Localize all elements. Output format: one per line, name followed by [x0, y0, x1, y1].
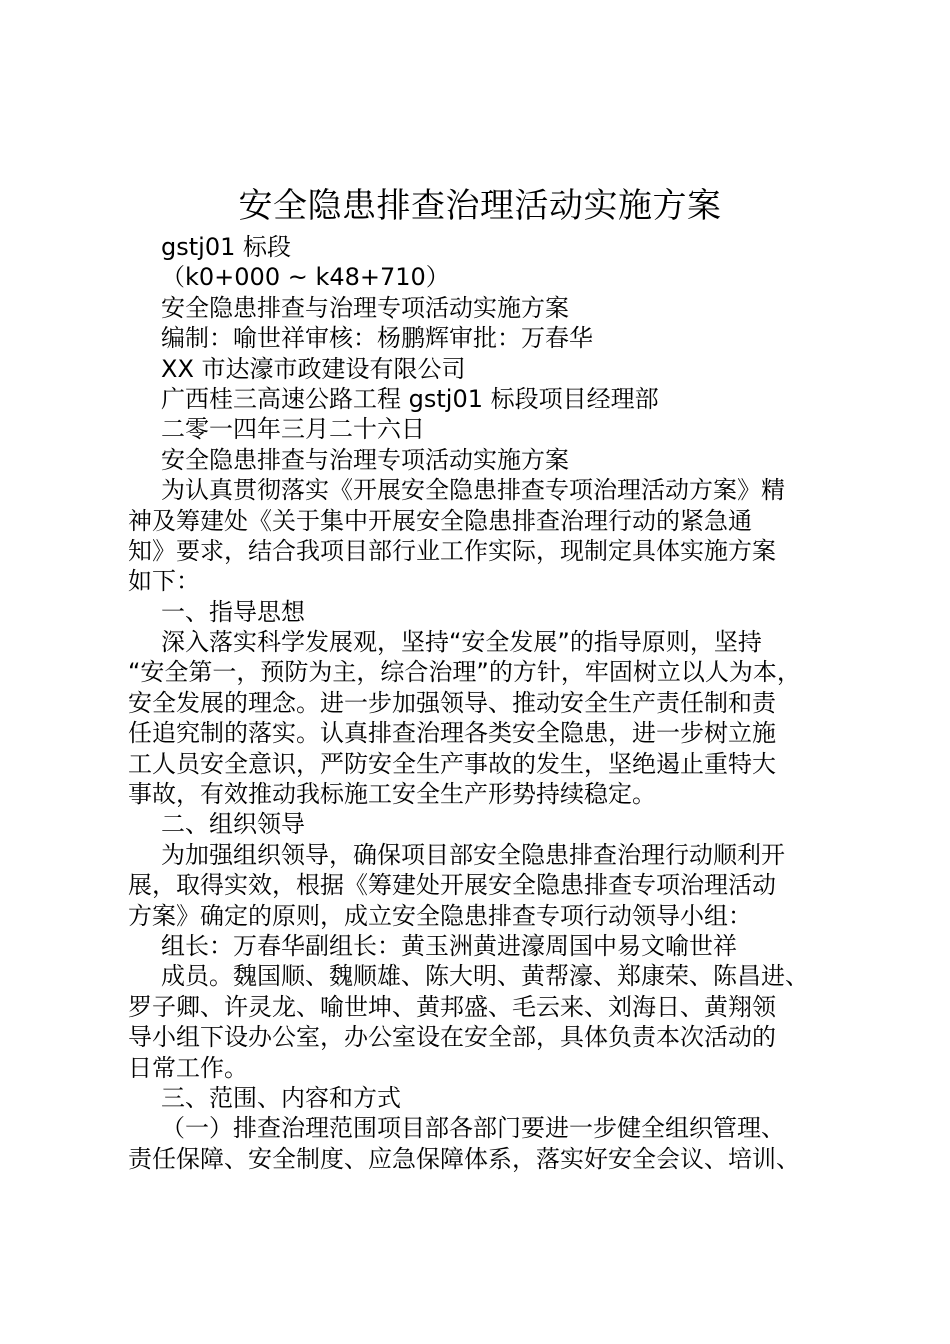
- authors-line: 编制：喻世祥审核：杨鹏辉审批：万春华: [161, 324, 593, 353]
- paragraph-line: 展，取得实效，根据《筹建处开展安全隐患排查专项治理活动: [128, 871, 776, 900]
- paragraph-line: 为加强组织领导，确保项目部安全隐患排查治理行动顺利开: [161, 840, 785, 869]
- paragraph-line: 导小组下设办公室，办公室设在安全部，具体负责本次活动的: [128, 1023, 776, 1052]
- document-date: 二零一四年三月二十六日: [161, 415, 425, 444]
- subtitle-repeat: 安全隐患排查与治理专项活动实施方案: [161, 445, 569, 474]
- paragraph-line: 工人员安全意识，严防安全生产事故的发生，坚绝遏止重特大: [128, 749, 776, 778]
- project-department: 广西桂三高速公路工程 gstj01 标段项目经理部: [161, 384, 659, 413]
- paragraph-line: 方案》确定的原则，成立安全隐患排查专项行动领导小组：: [128, 901, 752, 930]
- paragraph-line: 事故，有效推动我标施工安全生产形势持续稳定。: [128, 780, 656, 809]
- paragraph-line: 安全发展的理念。进一步加强领导、推动安全生产责任制和责: [128, 688, 776, 717]
- section-heading: 二、组织领导: [161, 810, 305, 839]
- leaders-line: 组长：万春华副组长：黄玉洲黄进濠周国中易文喻世祥: [161, 931, 737, 960]
- paragraph-line: （一）排查治理范围项目部各部门要进一步健全组织管理、: [161, 1114, 785, 1143]
- paragraph-line: 神及筹建处《关于集中开展安全隐患排查治理行动的紧急通: [128, 506, 752, 535]
- paragraph-line: 深入落实科学发展观，坚持“安全发展”的指导原则，坚持: [161, 628, 762, 657]
- company-name: XX 市达濠市政建设有限公司: [161, 354, 466, 383]
- section-heading: 一、指导思想: [161, 597, 305, 626]
- section-heading: 三、范围、内容和方式: [161, 1083, 401, 1112]
- subtitle: 安全隐患排查与治理专项活动实施方案: [161, 293, 569, 322]
- section-label: gstj01 标段: [161, 233, 291, 261]
- paragraph-line: 责任保障、安全制度、应急保障体系，落实好安全会议、培训、: [128, 1144, 800, 1173]
- paragraph-line: 为认真贯彻落实《开展安全隐患排查专项治理活动方案》精: [161, 476, 785, 505]
- chainage-range: （k0+000 ~ k48+710）: [161, 263, 450, 292]
- paragraph-line: 日常工作。: [128, 1053, 248, 1082]
- paragraph-line: 如下：: [128, 567, 200, 596]
- document-body: [128, 232, 840, 1174]
- paragraph-line: 任追究制的落实。认真排查治理各类安全隐患，进一步树立施: [128, 719, 776, 748]
- document-title: 安全隐患排查治理活动实施方案: [238, 186, 722, 226]
- paragraph-line: 知》要求，结合我项目部行业工作实际，现制定具体实施方案: [128, 536, 776, 565]
- members-line: 成员。魏国顺、魏顺雄、陈大明、黄帮濠、郑康荣、陈昌进、: [161, 962, 809, 991]
- paragraph-line: 罗子卿、许灵龙、喻世坤、黄邦盛、毛云来、刘海日、黄翔领: [128, 992, 776, 1021]
- paragraph-line: “安全第一，预防为主，综合治理”的方针，牢固树立以人为本，: [128, 658, 801, 687]
